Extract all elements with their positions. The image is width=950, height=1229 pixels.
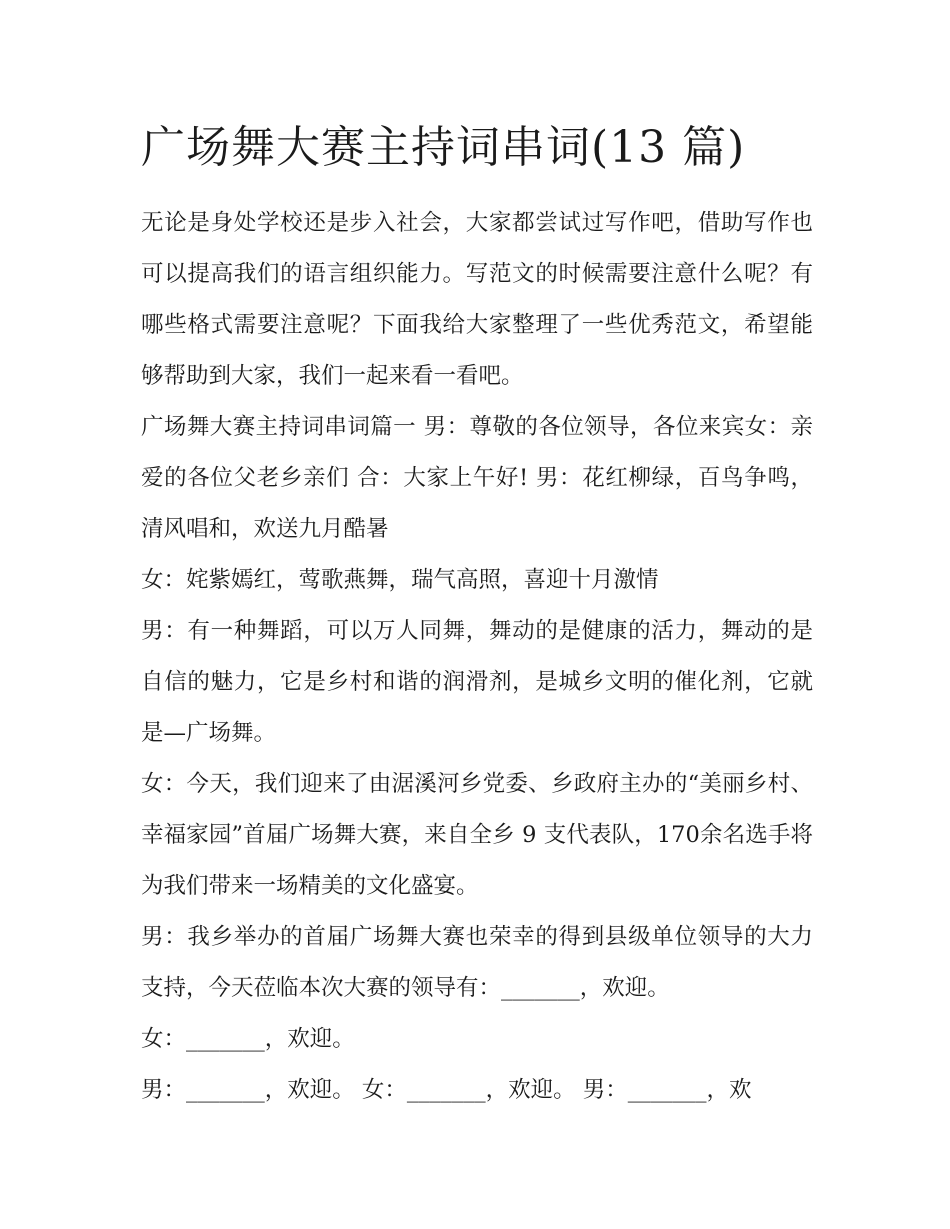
paragraph-intro: 无论是身处学校还是步入社会，大家都尝试过写作吧，借助写作也可以提高我们的语言组织能力。写范文的时候需要注意什么呢？有哪些格式需要注意呢？下面我给大家整理了一些优秀范文，希望能够帮助到大家，我们一起来看一看吧。 bbox=[141, 210, 813, 389]
paragraph-female-welcome: 女：_______，欢迎。 bbox=[141, 1026, 355, 1052]
paragraph-male-leaders: 男：我乡举办的首届广场舞大赛也荣幸的得到县级单位领导的大力支持，今天莅临本次大赛的领导有：_______，欢迎。 bbox=[141, 924, 813, 1001]
paragraph-female-greeting: 女：姹紫嫣红，莺歌燕舞，瑞气高照，喜迎十月激情 bbox=[141, 567, 659, 593]
paragraph-welcome-list: 男：_______，欢迎。 女：_______，欢迎。 男：_______，欢 bbox=[141, 1077, 752, 1103]
document-page bbox=[141, 112, 813, 1116]
paragraph-female-event: 女：今天，我们迎来了由涺溪河乡党委、乡政府主办的“美丽乡村、幸福家园”首届广场舞大赛，来自全乡 9 支代表队，170余名选手将为我们带来一场精美的文化盛宴。 bbox=[141, 771, 813, 899]
paragraph-male-dance: 男：有一种舞蹈，可以万人同舞，舞动的是健康的活力，舞动的是自信的魅力，它是乡村和谐的润滑剂，是城乡文明的催化剂，它就是—广场舞。 bbox=[141, 618, 813, 746]
page-title: 广场舞大赛主持词串词(13 篇) bbox=[141, 122, 746, 173]
paragraph-opening: 广场舞大赛主持词串词篇一 男：尊敬的各位领导，各位来宾女：亲爱的各位父老乡亲们 合：大家上午好! 男：花红柳绿，百鸟争鸣，清风唱和，欢送九月酷暑 bbox=[141, 414, 813, 542]
